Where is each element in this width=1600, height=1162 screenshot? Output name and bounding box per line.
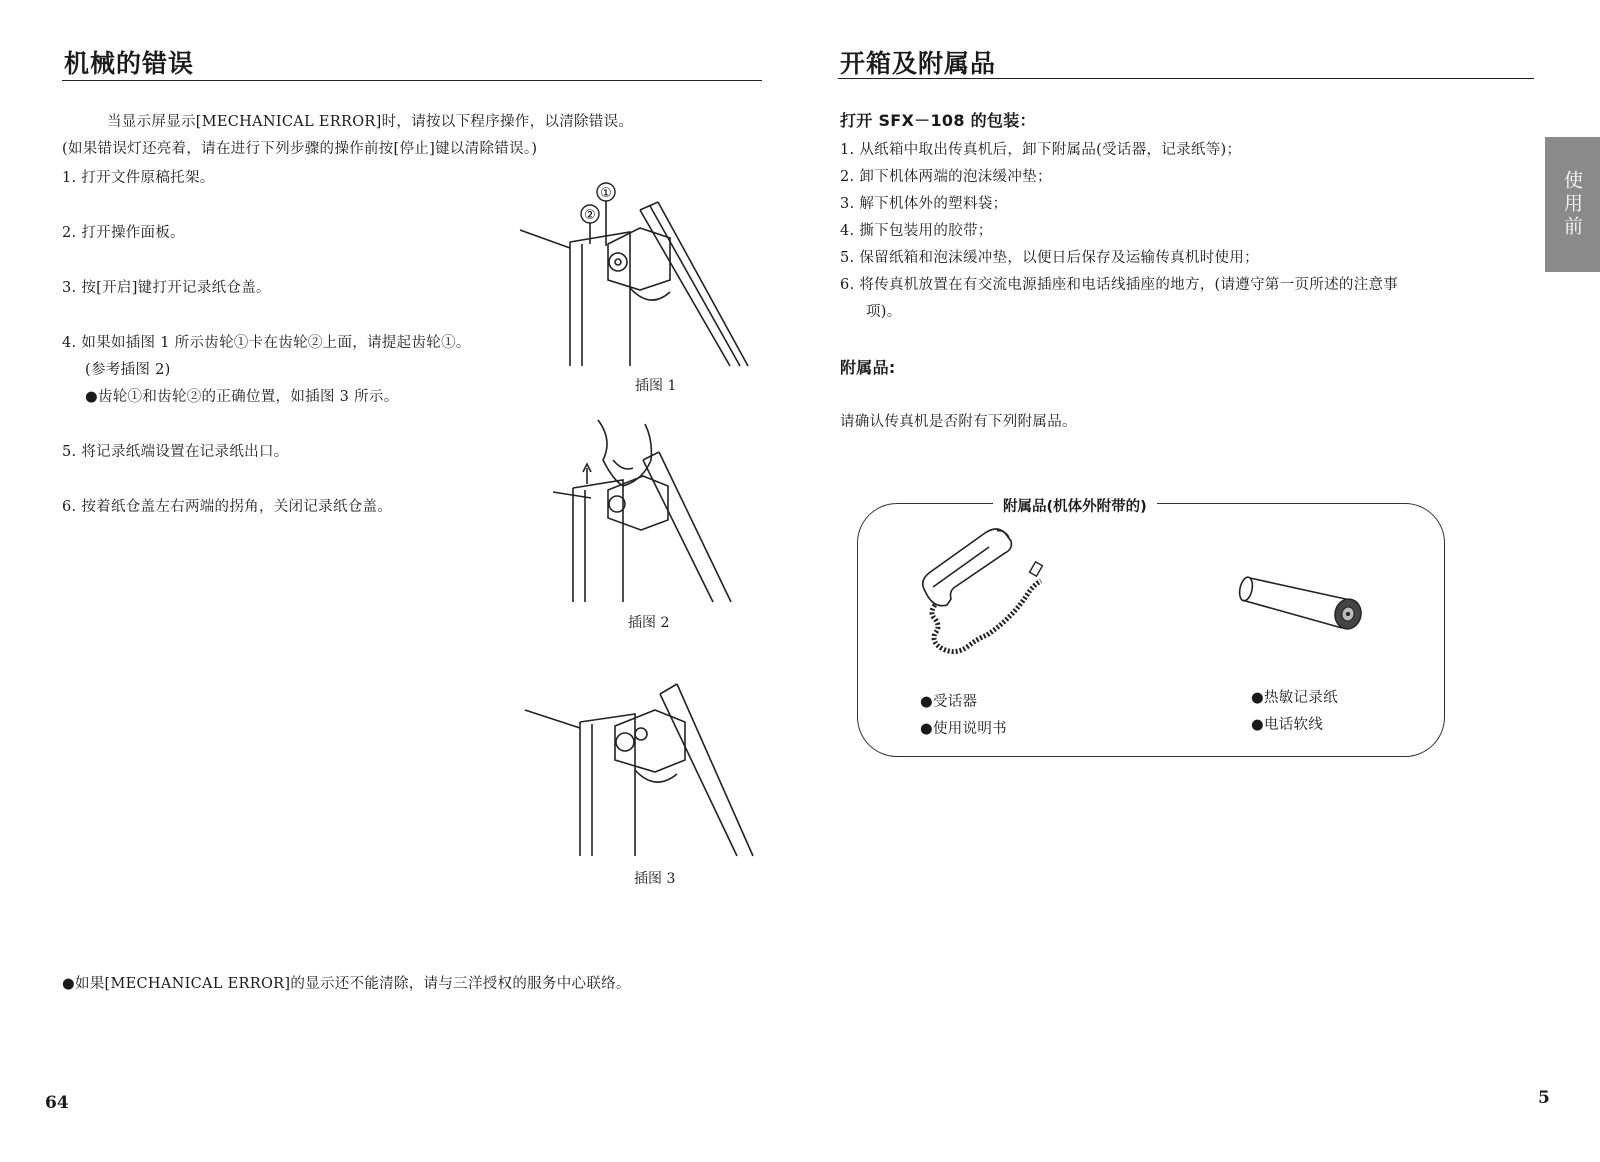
unpack-step-6: 6. 将传真机放置在有交流电源插座和电话线插座的地方，(请遵守第一页所述的注意事	[840, 277, 1399, 293]
accessories-intro: 请确认传真机是否附有下列附属品。	[840, 414, 1077, 430]
gear-1-marker: ①	[600, 186, 612, 201]
accessory-item-paper: ●热敏记录纸	[1251, 690, 1338, 706]
title-rule	[62, 80, 762, 81]
paper-roll-icon	[1238, 570, 1373, 640]
page-title: 机械的错误	[64, 49, 195, 78]
unpack-heading: 打开 SFX－108 的包装：	[840, 111, 1036, 130]
step-4-note: ●齿轮①和齿轮②的正确位置，如插图 3 所示。	[85, 389, 399, 405]
unpack-step-4: 4. 撕下包装用的胶带；	[840, 223, 993, 239]
step-5: 5. 将记录纸端设置在记录纸出口。	[62, 444, 289, 460]
figure-2-illustration	[553, 420, 733, 605]
step-4: 4. 如果如插图 1 所示齿轮①卡在齿轮②上面，请提起齿轮①。	[62, 335, 471, 351]
unpack-step-1: 1. 从纸箱中取出传真机后，卸下附属品(受话器，记录纸等)；	[840, 142, 1242, 158]
step-4-ref: (参考插图 2)	[85, 362, 171, 378]
intro-text: 当显示屏显示[MECHANICAL ERROR]时，请按以下程序操作，以清除错误。	[107, 114, 634, 130]
gear-2-marker: ②	[584, 208, 596, 223]
handset-icon	[915, 525, 1055, 665]
accessories-box-title: 附属品(机体外附带的)	[993, 495, 1157, 516]
page-title: 开箱及附属品	[840, 49, 997, 78]
title-rule	[838, 78, 1534, 79]
figure-1-caption: 插图 1	[635, 378, 677, 394]
unpack-step-3: 3. 解下机体外的塑料袋；	[840, 196, 1008, 212]
page-number: 64	[45, 1093, 69, 1113]
step-1: 1. 打开文件原稿托架。	[62, 170, 215, 186]
step-3: 3. 按[开启]键打开记录纸仓盖。	[62, 280, 271, 296]
unpack-step-6-cont: 项)。	[866, 304, 902, 320]
figure-2-caption: 插图 2	[628, 615, 670, 631]
step-6: 6. 按着纸仓盖左右两端的拐角，关闭记录纸仓盖。	[62, 499, 393, 515]
page-number-right: 5	[1538, 1088, 1550, 1108]
accessories-heading: 附属品:	[840, 358, 896, 377]
unpack-step-5: 5. 保留纸箱和泡沫缓冲垫，以便日后保存及运输传真机时使用；	[840, 250, 1259, 266]
left-page	[0, 0, 790, 1162]
accessory-item-handset: ●受话器	[920, 694, 978, 710]
unpack-step-2: 2. 卸下机体两端的泡沫缓冲垫；	[840, 169, 1052, 185]
accessory-item-cord: ●电话软线	[1251, 717, 1324, 733]
footer-note: ●如果[MECHANICAL ERROR]的显示还不能清除，请与三洋授权的服务中心联络。	[62, 976, 631, 992]
side-tab	[1545, 137, 1600, 272]
accessory-item-manual: ●使用说明书	[920, 721, 1007, 737]
side-tab-label: 使用前	[1561, 170, 1583, 239]
step-2: 2. 打开操作面板。	[62, 225, 185, 241]
figure-1-illustration	[520, 180, 750, 370]
figure-3-caption: 插图 3	[634, 871, 676, 887]
figure-3-illustration	[525, 680, 755, 860]
intro-note: (如果错误灯还亮着，请在进行下列步骤的操作前按[停止]键以清除错误。)	[62, 141, 538, 157]
